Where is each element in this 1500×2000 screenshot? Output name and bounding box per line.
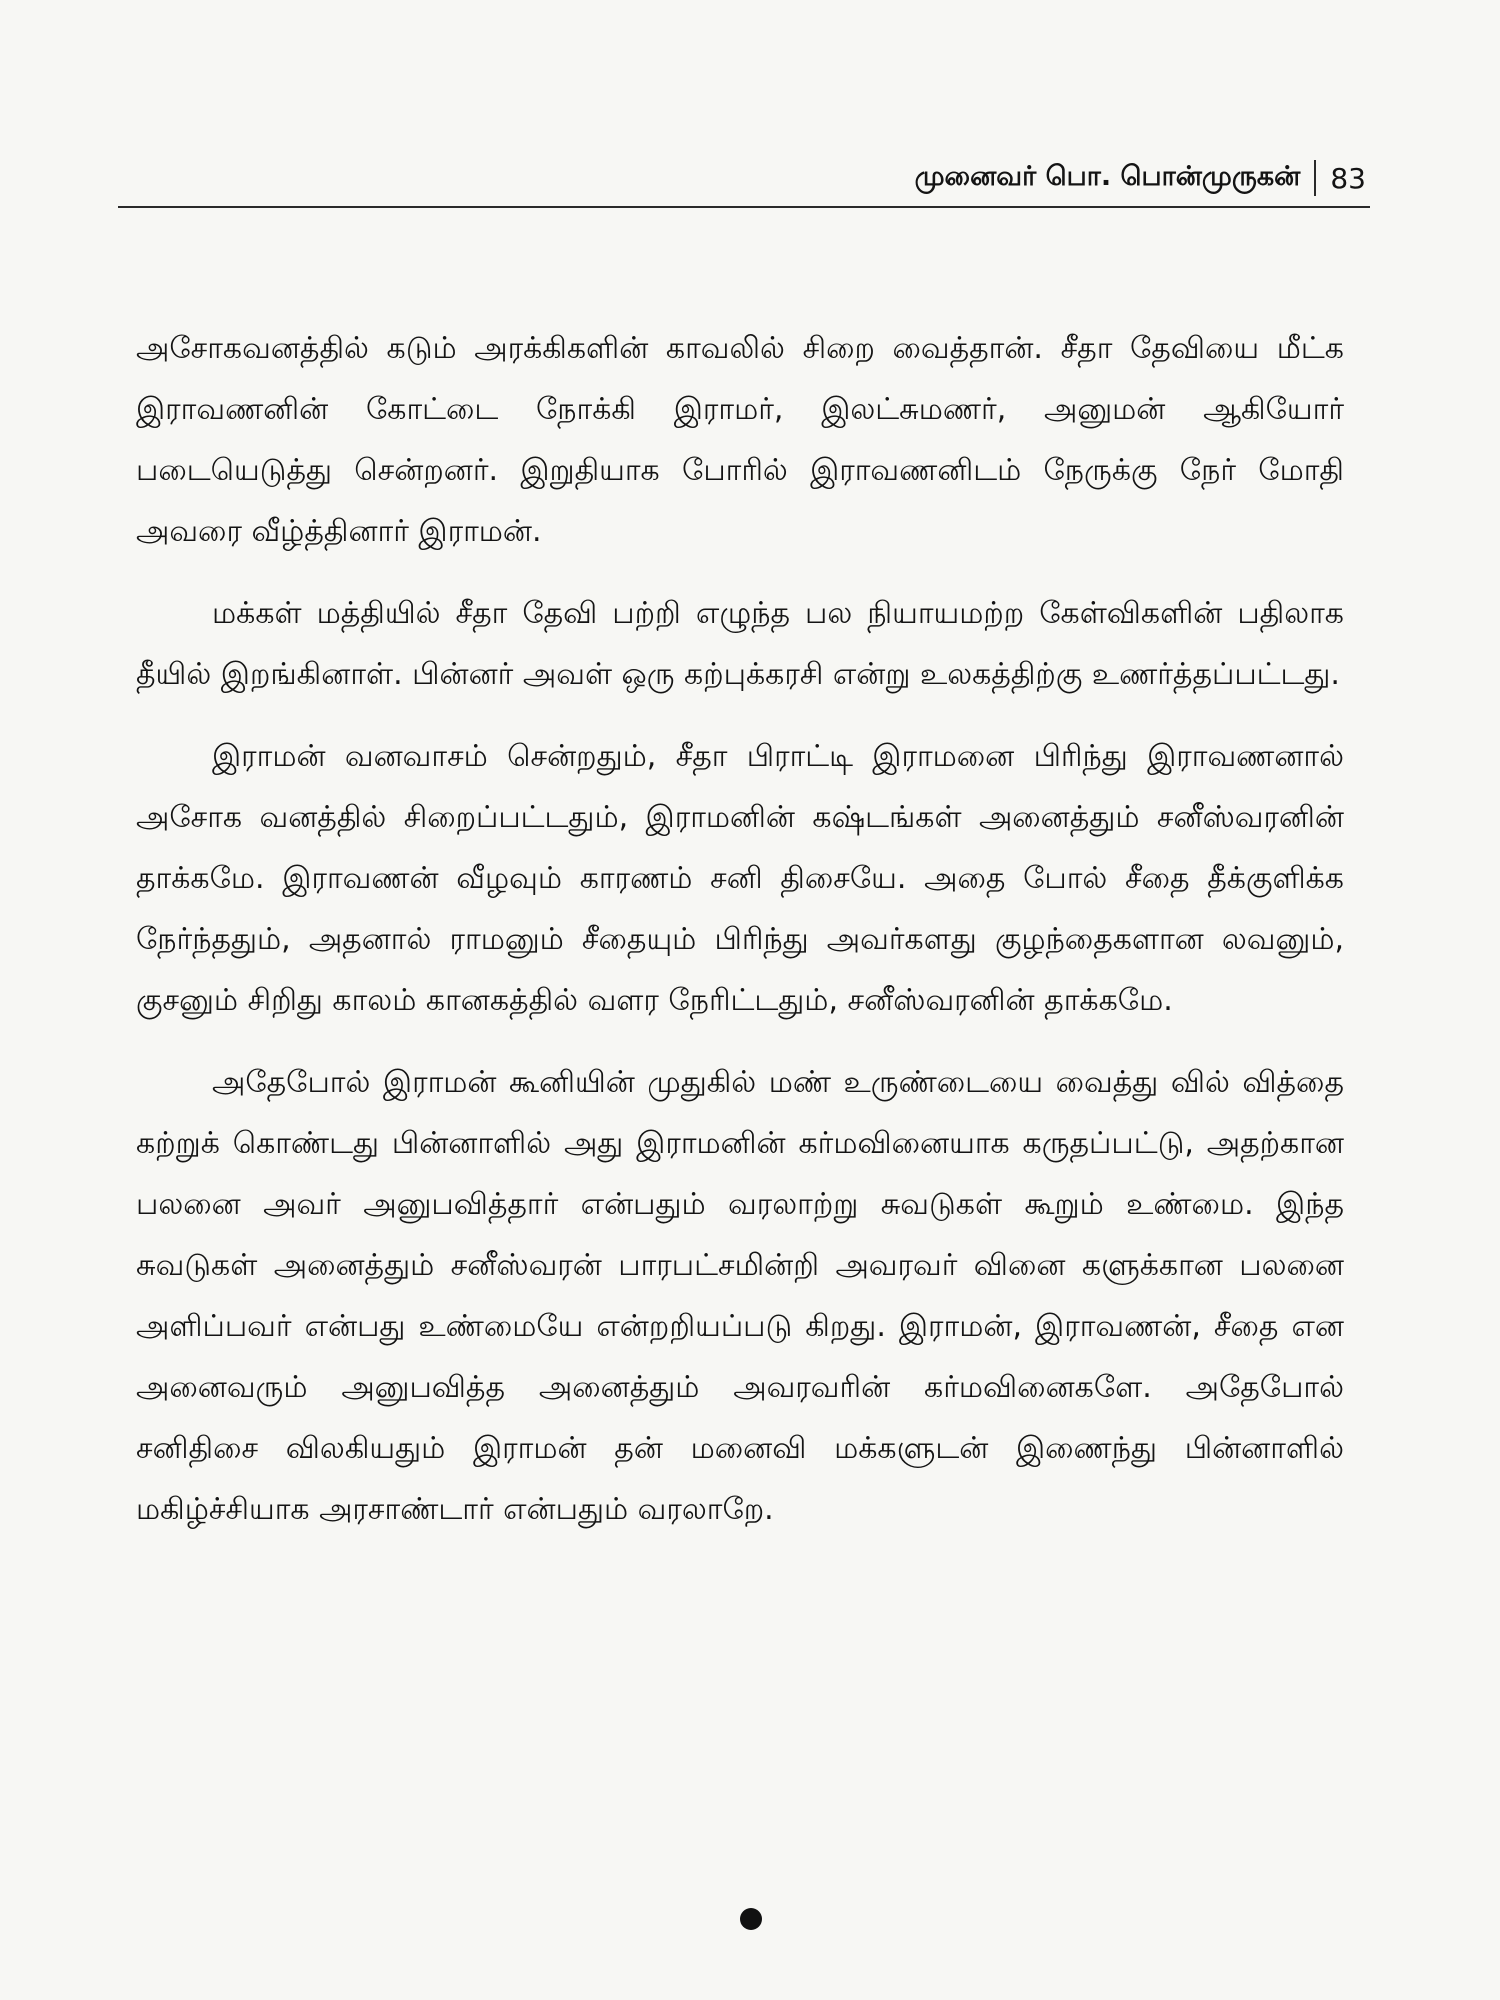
paragraph-3: இராமன் வனவாசம் சென்றதும், சீதா பிராட்டி இராமனை பிரிந்து இராவணனால் அசோக வனத்தில் சிறைப்பட்டதும், இராமனின் கஷ்டங்கள் அனைத்தும் சனீஸ்வரனின் தாக்கமே. இராவணன் வீழவும் காரணம் சனி திசையே. அதை போல் சீதை தீக்குளிக்க நேர்ந்ததும், அதனால் ராமனும் சீதையும் பிரிந்து அவர்களது குழந்தைகளான லவனும், குசனும் சிறிது காலம் கானகத்தில் வளர நேரிட்டதும், சனீஸ்வரனின் தாக்கமே. [136, 739, 1344, 1018]
paragraph-1: அசோகவனத்தில் கடும் அரக்கிகளின் காவலில் சிறை வைத்தான். சீதா தேவியை மீட்க இராவணனின் கோட்டை நோக்கி இராமர், இலட்சுமணர், அனுமன் ஆகியோர் படையெடுத்து சென்றனர். இறுதியாக போரில் இராவணனிடம் நேருக்கு நேர் மோதி அவரை வீழ்த்தினார் இராமன். [136, 331, 1344, 549]
end-bullet-icon [740, 1908, 762, 1930]
running-header [118, 150, 1370, 208]
paragraph-2: மக்கள் மத்தியில் சீதா தேவி பற்றி எழுந்த பல நியாயமற்ற கேள்விகளின் பதிலாக தீயில் இறங்கினாள். பின்னர் அவள் ஒரு கற்புக்கரசி என்று உலகத்திற்கு உணர்த்தப்பட்டது. [136, 596, 1344, 692]
body-text [136, 318, 1344, 1878]
page-number: 83 [1330, 161, 1366, 195]
header-author: முனைவர் பொ. பொன்முருகன் [914, 160, 1301, 192]
paragraph-4: அதேபோல் இராமன் கூனியின் முதுகில் மண் உருண்டையை வைத்து வில் வித்தை கற்றுக் கொண்டது பின்னாளில் அது இராமனின் கர்மவினையாக கருதப்பட்டு, அதற்கான பலனை அவர் அனுபவித்தார் என்பதும் வரலாற்று சுவடுகள் கூறும் உண்மை. இந்த சுவடுகள் அனைத்தும் சனீஸ்வரன் பாரபட்சமின்றி அவரவர் வினை களுக்கான பலனை அளிப்பவர் என்பது உண்மையே என்றறியப்படு கிறது. இராமன், இராவணன், சீதை என அனைவரும் அனுபவித்த அனைத்தும் அவரவரின் கர்மவினைகளே. அதேபோல் சனிதிசை விலகியதும் இராமன் தன் மனைவி மக்களுடன் இணைந்து பின்னாளில் மகிழ்ச்சியாக அரசாண்டார் என்பதும் வரலாறே. [136, 1065, 1344, 1527]
